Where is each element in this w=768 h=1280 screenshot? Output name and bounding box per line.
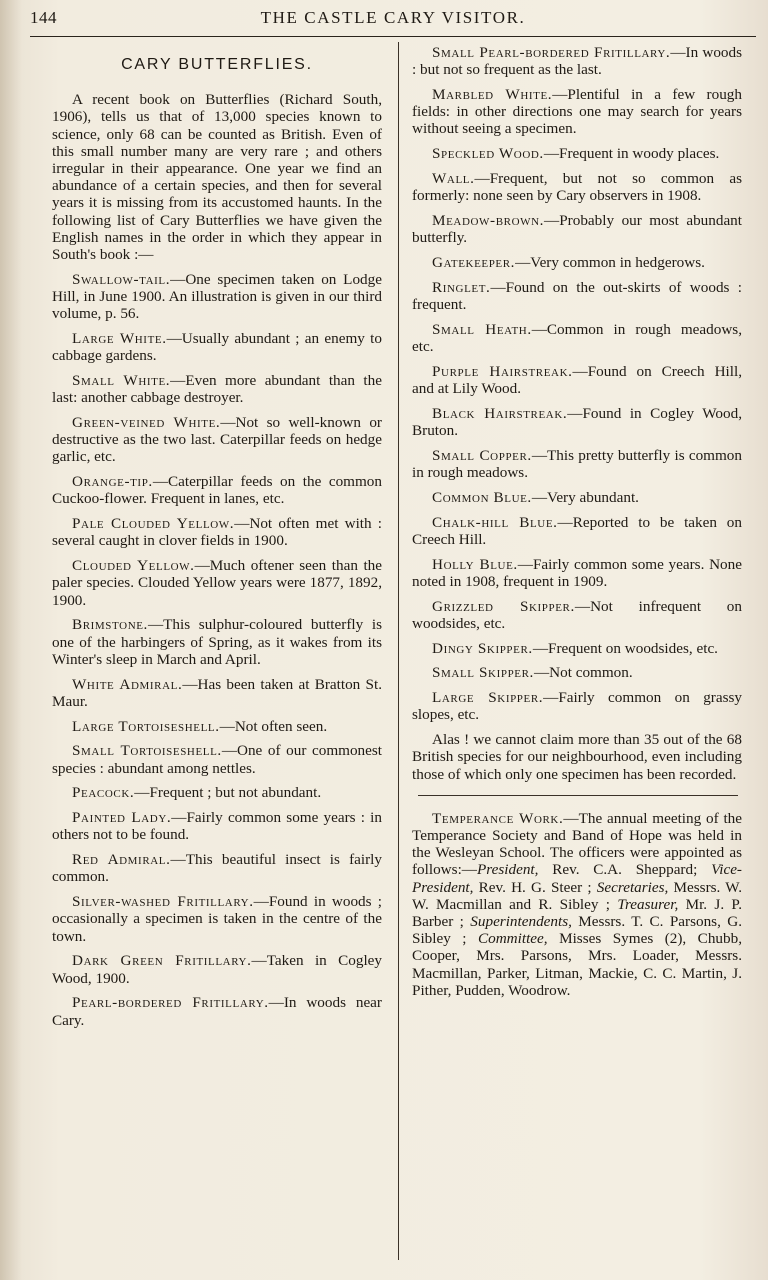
butterfly-name: Dark Green Fritillary. — [72, 952, 252, 970]
butterfly-note: —Not common. — [533, 664, 633, 682]
butterfly-entry — [412, 145, 742, 162]
butterfly-note: —This beautiful insect is fairly common. — [52, 851, 382, 886]
butterfly-entry — [52, 372, 382, 406]
article-intro: A recent book on Butterflies (Richard South, 1906), tells us that of 13,000 species known to science, only 68 can be counted as British. Even of this small number many are very rare ; and others irregular in their appearance. One year we find an abundance of a certain species, and then for several years it is missing from its accustomed haunts. In the following list of Cary Butterflies we have given the English names in the order in which they appear in South's book :— — [52, 91, 382, 264]
butterfly-note: —Found on Creech Hill, and at Lily Wood. — [412, 362, 743, 397]
butterfly-entry — [52, 330, 382, 364]
label-president: President, — [476, 861, 539, 879]
value-vice-president: Rev. H. G. Steer ; — [473, 878, 597, 896]
butterfly-entry — [412, 489, 742, 506]
running-title: THE CASTLE CARY VISITOR. — [260, 8, 526, 27]
butterfly-name: Painted Lady. — [72, 809, 172, 827]
butterfly-note: —Not often seen. — [219, 717, 328, 735]
butterfly-note: —Taken in Cogley Wood, 1900. — [52, 952, 382, 987]
butterfly-note: —This sulphur-coloured butterfly is one of the harbingers of Spring, as it wakes from its Winter's sleep in March and April. — [52, 616, 382, 668]
butterfly-entry — [52, 851, 382, 885]
butterfly-entry — [412, 44, 742, 78]
butterfly-note: —Fairly common some years : in others not to be found. — [52, 809, 382, 844]
butterfly-note: —Very abundant. — [531, 488, 639, 506]
butterfly-entry — [412, 321, 742, 355]
butterfly-note: —Much oftener seen than the paler species. Clouded Yellow years were 1877, 1892, 1900. — [52, 557, 382, 609]
butterfly-entry — [412, 212, 742, 246]
butterfly-name: Red Admiral. — [72, 851, 171, 869]
butterfly-name: Small Pearl-bordered Fritillary. — [432, 44, 671, 61]
butterfly-name: Speckled Wood. — [432, 145, 544, 163]
butterfly-name: Ringlet. — [432, 278, 491, 296]
butterfly-entry — [412, 170, 742, 204]
butterfly-note: —Reported to be taken on Creech Hill. — [412, 513, 742, 548]
value-committee: Misses Symes (2), Chubb, Cooper, Mrs. Parsons, Mrs. Loader, Messrs. Macmillan, Parker, Litman, Mackie, C. C. Martin, J. Pither, Pudden, Woodrow. — [412, 930, 742, 999]
butterfly-entry — [412, 405, 742, 439]
butterfly-name: Grizzled Skipper. — [432, 597, 575, 615]
butterfly-entry — [412, 689, 742, 723]
butterfly-note: —Caterpillar feeds on the common Cuckoo-flower. Frequent in lanes, etc. — [52, 473, 382, 508]
butterfly-name: Large Skipper. — [432, 689, 544, 707]
butterfly-note: —One of our commonest species : abundant among nettles. — [52, 742, 382, 777]
butterfly-name: Swallow-tail. — [72, 270, 171, 288]
butterfly-name: Small White. — [72, 372, 171, 390]
butterfly-name: Purple Hairstreak. — [432, 362, 573, 380]
butterfly-note: —Frequent ; but not abundant. — [134, 784, 322, 802]
label-secretaries: Secretaries, — [596, 878, 669, 896]
butterfly-name: Green-veined White. — [72, 414, 221, 432]
butterfly-entry — [412, 640, 742, 657]
right-column — [412, 44, 742, 999]
article-title: CARY BUTTERFLIES. — [121, 56, 313, 73]
butterfly-note: —Very common in hedgerows. — [515, 254, 705, 271]
value-treasurer: Mr. J. P. Barber ; — [412, 895, 742, 931]
butterfly-entry — [52, 952, 382, 986]
butterfly-entry — [52, 718, 382, 735]
butterfly-entry — [52, 616, 382, 668]
butterfly-name: Large White. — [72, 330, 167, 348]
value-president: Rev. C.A. Sheppard; — [538, 861, 712, 879]
butterfly-entry — [412, 598, 742, 632]
label-committee: Committee, — [477, 930, 548, 948]
butterfly-name: Peacock. — [72, 784, 135, 802]
butterfly-name: Large Tortoiseshell. — [72, 717, 220, 735]
section-divider — [418, 795, 738, 796]
butterfly-entry — [412, 254, 742, 271]
butterfly-list-left — [52, 271, 382, 1029]
butterfly-name: Orange-tip. — [72, 473, 153, 491]
label-superintendents: Superintendents, — [470, 913, 572, 931]
temperance-heading: Temperance Work. — [432, 809, 564, 827]
butterfly-name: Wall. — [432, 170, 475, 187]
butterfly-name: Common Blue. — [432, 488, 532, 506]
butterfly-entry — [52, 742, 382, 776]
butterfly-name: Black Hairstreak. — [432, 404, 568, 422]
column-divider — [398, 42, 399, 1260]
butterfly-note: —Not so well-known or destructive as the two last. Caterpillar feeds on hedge garlic, etc. — [52, 414, 382, 466]
butterfly-entry — [412, 447, 742, 481]
butterfly-note: —Frequent in woody places. — [543, 145, 720, 163]
value-secretaries: Messrs. W. W. Macmillan and R. Sibley ; — [412, 878, 742, 913]
butterfly-note: —Frequent on woodsides, etc. — [532, 639, 718, 657]
butterfly-note: —Fairly common some years. None noted in 1908, frequent in 1909. — [412, 555, 742, 590]
left-column — [52, 56, 382, 1036]
butterfly-note: —Found on the out-skirts of woods : frequent. — [412, 278, 742, 313]
butterfly-note: —One specimen taken on Lodge Hill, in June 1900. An illustration is given in our third volume, p. 56. — [52, 270, 382, 323]
butterfly-note: —Not often met with : several caught in clover fields in 1900. — [52, 515, 383, 550]
butterfly-name: Brimstone. — [72, 616, 148, 634]
butterfly-note: —Frequent, but not so common as formerly: none seen by Cary observers in 1908. — [412, 170, 742, 205]
butterfly-entry — [52, 414, 382, 466]
butterfly-entry — [52, 271, 382, 323]
butterfly-name: Dingy Skipper. — [432, 639, 533, 657]
butterfly-note: —In woods : but not so frequent as the last. — [412, 44, 743, 79]
butterfly-note: —Common in rough meadows, etc. — [412, 320, 742, 355]
butterfly-name: Gatekeeper. — [432, 254, 516, 271]
butterfly-entry — [412, 556, 742, 590]
butterfly-entry — [412, 363, 742, 397]
butterfly-name: White Admiral. — [72, 675, 183, 693]
page-number: 144 — [30, 8, 57, 27]
butterfly-entry — [52, 809, 382, 843]
label-treasurer: Treasurer, — [617, 895, 679, 913]
temperance-notice — [412, 810, 742, 999]
butterfly-entry — [412, 86, 742, 138]
label-vice-president: Vice-President, — [412, 861, 742, 896]
value-superintendents: Messrs. T. C. Parsons, G. Sibley ; — [412, 913, 743, 948]
butterfly-note: —Probably our most abundant butterfly. — [412, 212, 742, 247]
butterfly-note: —Has been taken at Bratton St. Maur. — [52, 675, 382, 710]
page-header — [30, 4, 756, 37]
butterfly-entry — [52, 893, 382, 945]
butterfly-entry — [52, 676, 382, 710]
butterfly-name: Silver-washed Fritillary. — [72, 893, 254, 911]
butterfly-entry — [412, 514, 742, 548]
butterfly-entry — [52, 515, 382, 549]
butterfly-name: Clouded Yellow. — [72, 557, 195, 575]
butterfly-name: Small Tortoiseshell. — [72, 742, 222, 760]
butterfly-note: —Not infrequent on woodsides, etc. — [412, 597, 742, 632]
butterfly-name: Small Copper. — [432, 446, 532, 464]
butterfly-note: —Found in Cogley Wood, Bruton. — [412, 404, 742, 439]
article-closing: Alas ! we cannot claim more than 35 out of the 68 British species for our neighbourhood, even including those of which only one specimen has been recorded. — [412, 731, 742, 783]
butterfly-note: —In woods near Cary. — [52, 994, 382, 1029]
butterfly-name: Pearl-bordered Fritillary. — [72, 994, 269, 1012]
butterfly-entry — [412, 279, 742, 313]
butterfly-entry — [52, 473, 382, 507]
butterfly-entry — [412, 664, 742, 681]
butterfly-name: Chalk-hill Blue. — [432, 513, 558, 531]
butterfly-note: —Usually abundant ; an enemy to cabbage gardens. — [52, 330, 382, 365]
butterfly-name: Pale Clouded Yellow. — [72, 515, 235, 533]
butterfly-name: Meadow-brown. — [432, 212, 545, 229]
butterfly-name: Holly Blue. — [432, 555, 518, 573]
butterfly-note: —Fairly common on grassy slopes, etc. — [412, 689, 742, 724]
butterfly-note: —This pretty butterfly is common in rough meadows. — [412, 446, 742, 481]
butterfly-name: Small Skipper. — [432, 664, 534, 682]
butterfly-entry — [52, 557, 382, 609]
butterfly-name: Small Heath. — [432, 320, 532, 338]
butterfly-entry — [52, 784, 382, 801]
butterfly-note: —Even more abundant than the last: another cabbage destroyer. — [52, 372, 382, 407]
butterfly-name: Marbled White. — [432, 86, 553, 103]
butterfly-note: —Found in woods ; occasionally a specimen is taken in the centre of the town. — [52, 893, 383, 945]
butterfly-note: —Plentiful in a few rough fields: in other directions one may search for years without seeing a specimen. — [412, 86, 742, 138]
butterfly-list-right — [412, 44, 742, 724]
butterfly-entry — [52, 994, 382, 1028]
temperance-text: —The annual meeting of the Temperance Society and Band of Hope was held in the Wesleyan School. The officers were appointed as follows:— — [412, 809, 743, 879]
